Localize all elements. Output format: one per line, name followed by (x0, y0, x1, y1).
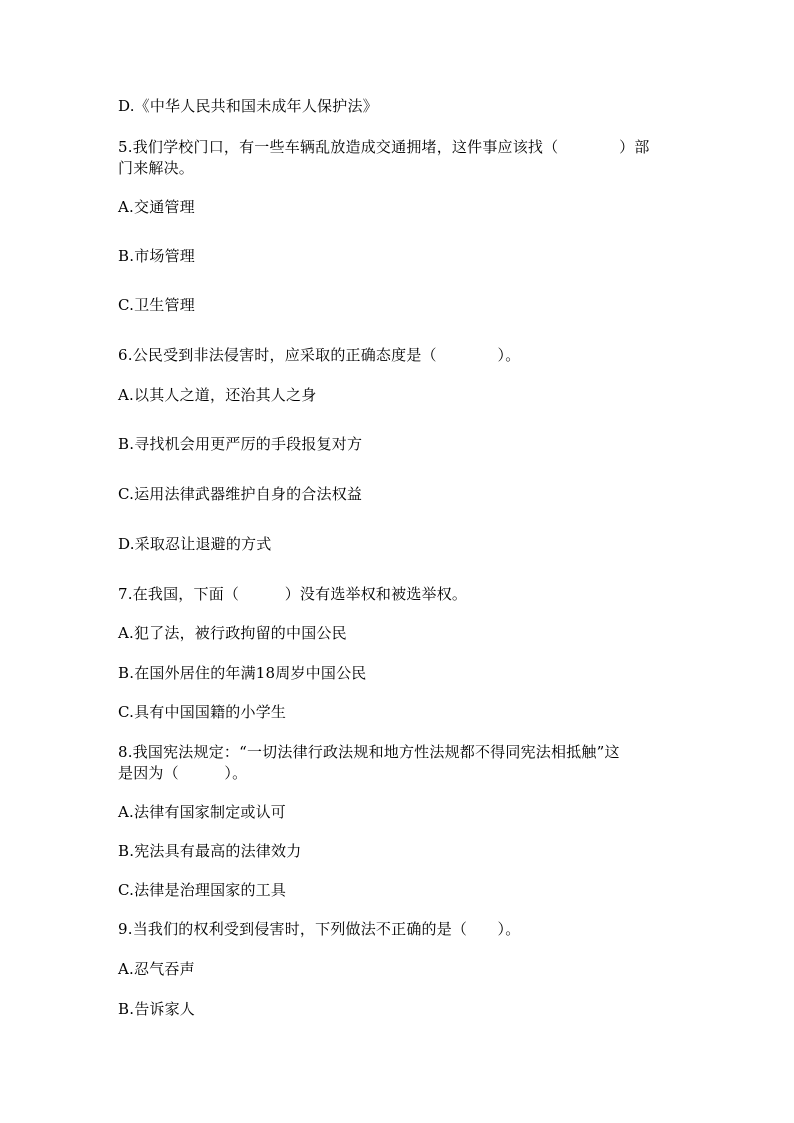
question-6-option-d: D.采取忍让退避的方式 (118, 535, 272, 553)
question-5-option-c: C.卫生管理 (118, 296, 195, 314)
question-6-stem: 6.公民受到非法侵害时，应采取的正确态度是（ ）。 (118, 346, 521, 364)
question-9-stem: 9.当我们的权利受到侵害时，下列做法不正确的是（ ）。 (118, 920, 521, 938)
question-7-option-a: A.犯了法，被行政拘留的中国公民 (118, 624, 347, 642)
question-8-option-a: A.法律有国家制定或认可 (118, 803, 287, 821)
question-7-option-b: B.在国外居住的年满18周岁中国公民 (118, 664, 367, 682)
question-9-option-a: A.忍气吞声 (118, 960, 195, 978)
question-8-stem-line-1: 8.我国宪法规定：“一切法律行政法规和地方性法规都不得同宪法相抵触”这 (118, 743, 620, 761)
question-6-option-c: C.运用法律武器维护自身的合法权益 (118, 485, 363, 503)
question-8-stem-line-2: 是因为（ ）。 (118, 764, 248, 782)
question-5-stem-line-2: 门来解决。 (118, 159, 195, 177)
question-9-option-b: B.告诉家人 (118, 1000, 195, 1018)
question-7-option-c: C.具有中国国籍的小学生 (118, 703, 287, 721)
question-5-option-b: B.市场管理 (118, 247, 195, 265)
question-8-option-b: B.宪法具有最高的法律效力 (118, 842, 302, 860)
question-8-option-c: C.法律是治理国家的工具 (118, 881, 287, 899)
question-6-option-a: A.以其人之道，还治其人之身 (118, 386, 317, 404)
question-5-stem-line-1: 5.我们学校门口，有一些车辆乱放造成交通拥堵，这件事应该找（ ）部 (118, 138, 650, 156)
question-6-option-b: B.寻找机会用更严厉的手段报复对方 (118, 435, 363, 453)
question-5-option-a: A.交通管理 (118, 198, 195, 216)
question-7-stem: 7.在我国，下面（ ）没有选举权和被选举权。 (118, 585, 468, 603)
question-4-option-d: D.《中华人民共和国未成年人保护法》 (118, 97, 378, 115)
